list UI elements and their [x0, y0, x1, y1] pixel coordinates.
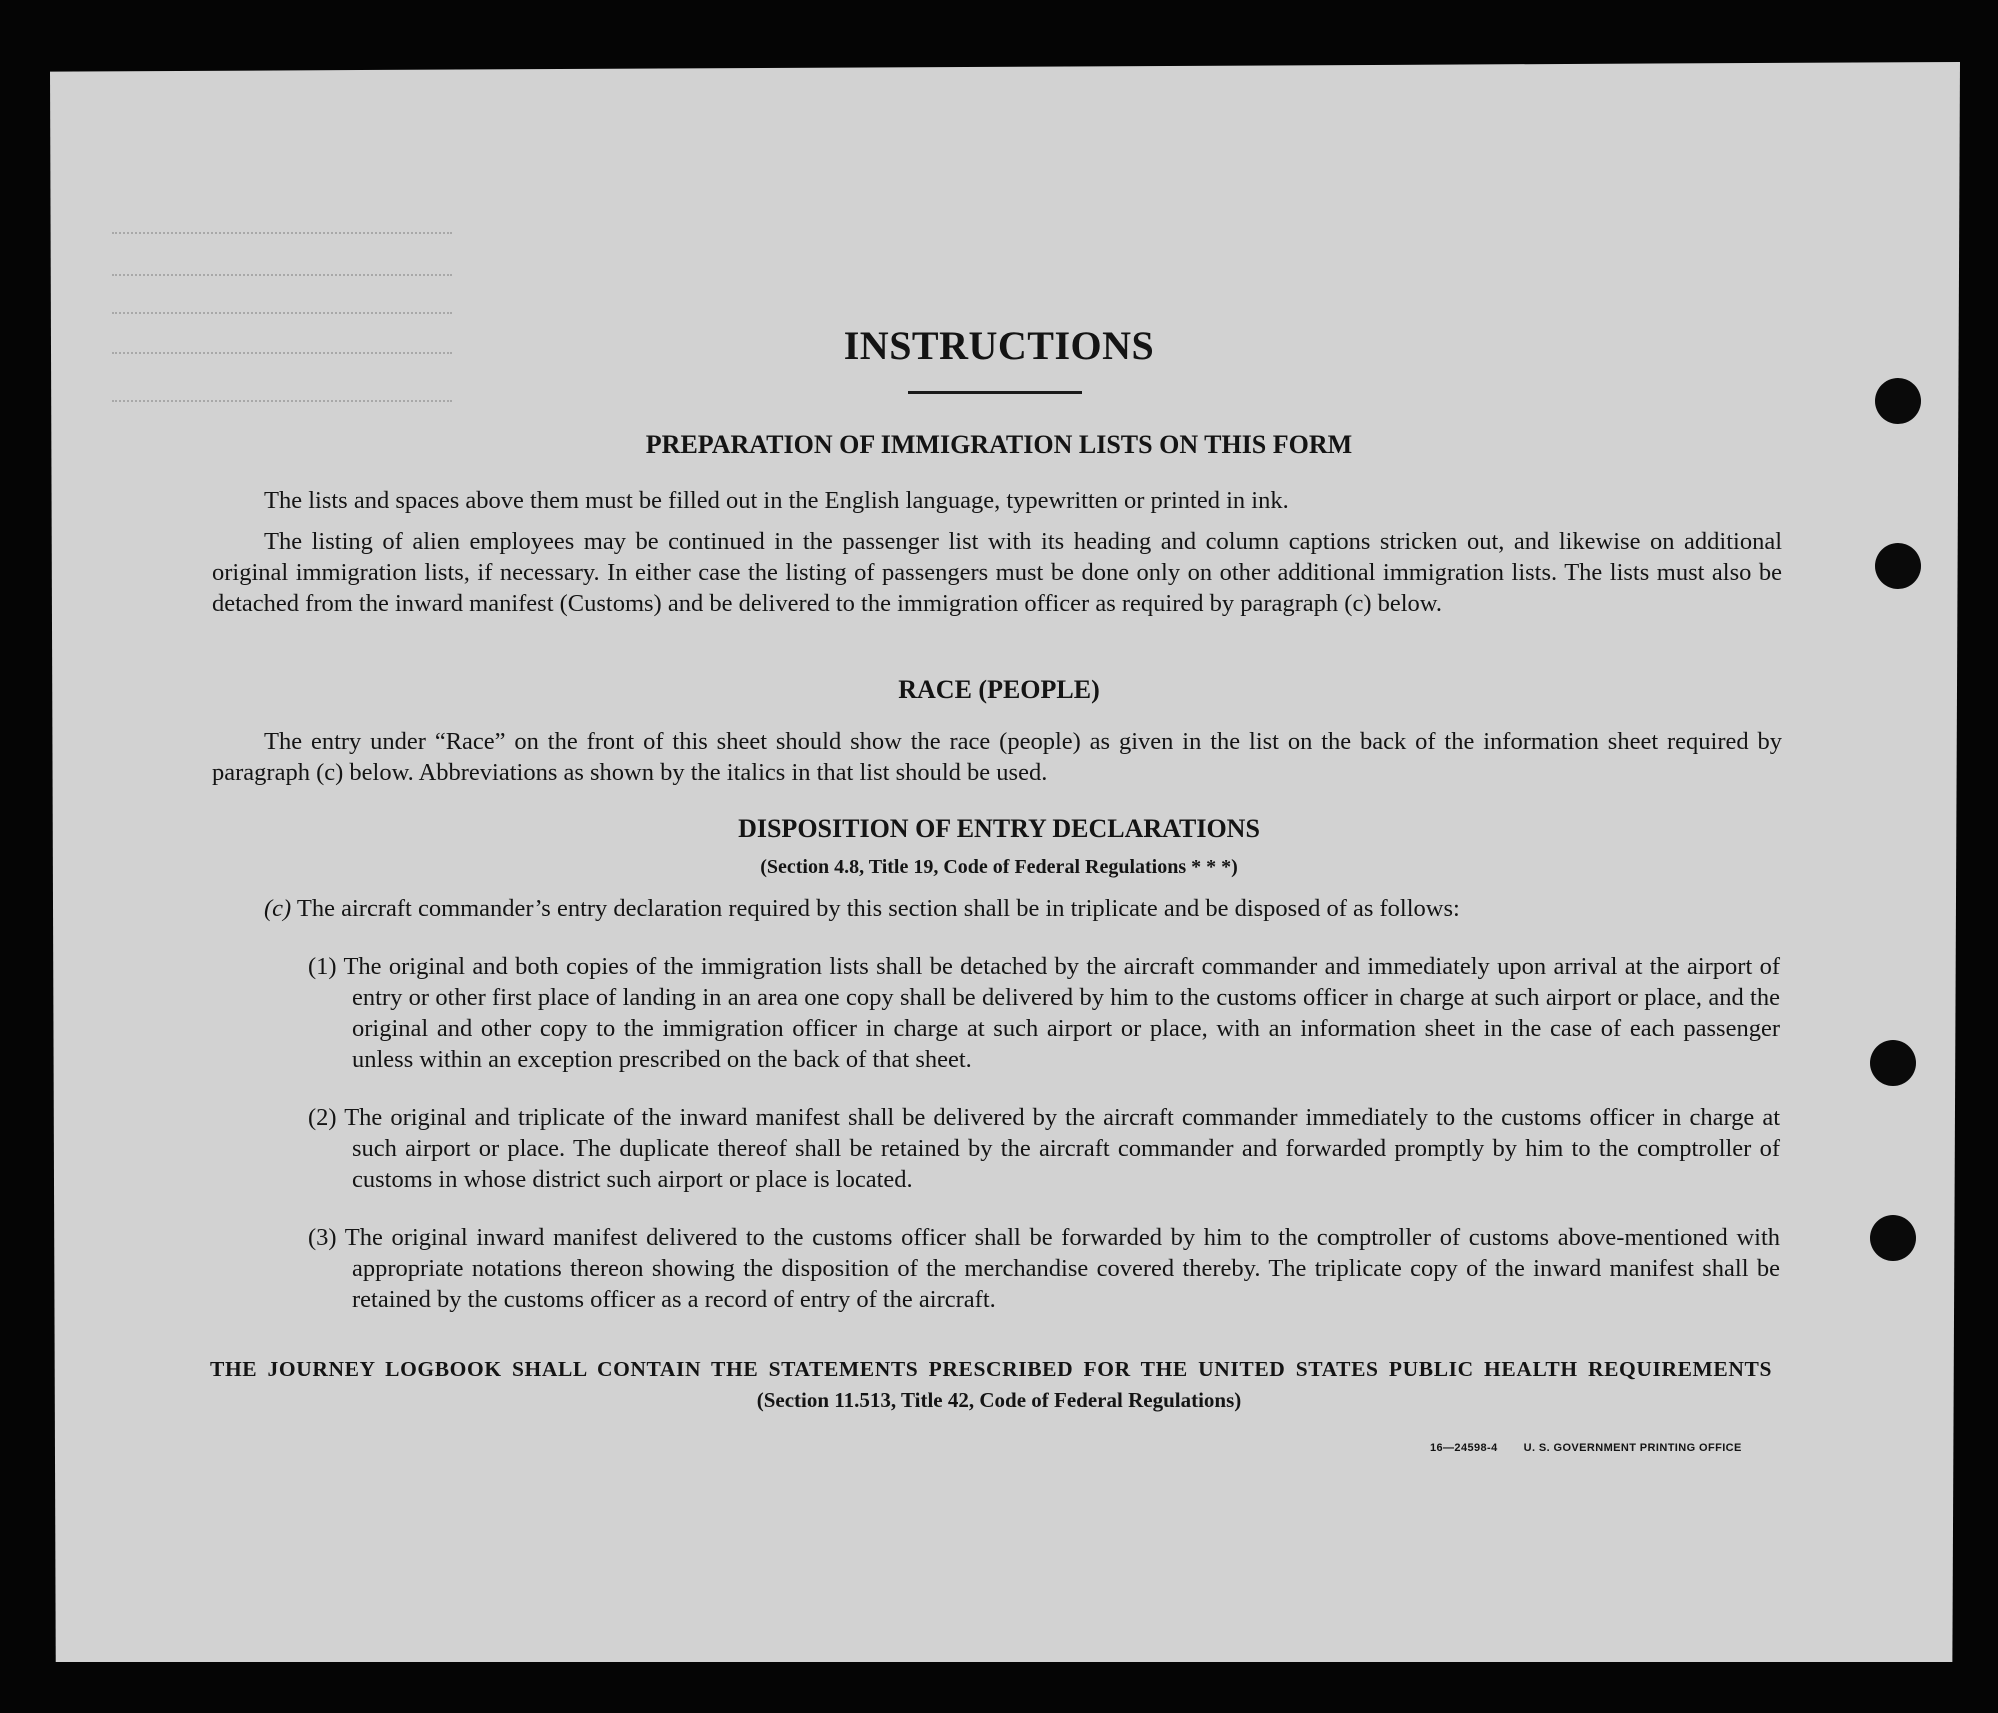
race-paragraph: The entry under “Race” on the front of this sheet should show the race (people) as given in the list on the back of the information sheet required by paragraph (c) below. Abbreviations as shown by the italics in that list should be used. [212, 728, 1782, 786]
punch-hole [1870, 1040, 1916, 1086]
page-title: INSTRUCTIONS [843, 323, 1155, 368]
disposition-item-1: (1) The original and both copies of the immigration lists shall be detached by the aircraft commander and immediately upon arrival at the airport of entry or other first place of landing in an area one copy shall be delivered by him to the customs officer in charge at such airport or place, and the original and other copy to the immigration officer in charge at such airport or place, with an information sheet in the case of each passenger unless within an exception prescribed on the back of that sheet. [308, 953, 1780, 1073]
disposition-item-2: (2) The original and triplicate of the inward manifest shall be delivered by the aircraft commander immediately to the customs officer in charge at such airport or place. The duplicate thereof shall be retained by the aircraft commander and forwarded promptly by him to the comptroller of customs in whose district such airport or place is located. [308, 1104, 1780, 1193]
preparation-heading: PREPARATION OF IMMIGRATION LISTS ON THIS FORM [645, 430, 1353, 459]
preparation-paragraph-2: The listing of alien employees may be continued in the passenger list with its heading and column captions stricken out, and likewise on additional original immigration lists, if necessary. In either case the listing of passengers must be done only on other additional immigration lists. The lists must also be detached from the inward manifest (Customs) and be delivered to the immigration officer as required by paragraph (c) below. [212, 528, 1782, 617]
race-heading: RACE (PEOPLE) [898, 675, 1100, 704]
punch-hole [1870, 1215, 1916, 1261]
disposition-heading: DISPOSITION OF ENTRY DECLARATIONS [738, 814, 1260, 843]
printer-name: U. S. GOVERNMENT PRINTING OFFICE [1523, 1442, 1742, 1454]
preparation-paragraph-1: The lists and spaces above them must be filled out in the English language, typewritten or printed in ink. [264, 487, 1289, 514]
punch-hole [1875, 378, 1921, 424]
bleed-through-dotted-line [112, 274, 452, 276]
punch-hole [1875, 543, 1921, 589]
printer-imprint [1430, 1442, 1742, 1454]
disposition-intro: (c) The aircraft commander’s entry declaration required by this section shall be in triplicate and be disposed of as follows: [264, 895, 1460, 922]
paragraph-label: (c) [264, 895, 292, 922]
public-health-statement: THE JOURNEY LOGBOOK SHALL CONTAIN THE STATEMENTS PRESCRIBED FOR THE UNITED STATES PUBLIC HEALTH REQUIREMENTS [210, 1357, 1772, 1381]
disposition-reference: (Section 4.8, Title 19, Code of Federal Regulations * * *) [760, 856, 1238, 878]
title-underline [908, 391, 1082, 394]
disposition-item-3: (3) The original inward manifest delivered to the customs officer shall be forwarded by him to the comptroller of customs above-mentioned with appropriate notations thereon showing the disposition of the merchandise covered thereby. The triplicate copy of the inward manifest shall be retained by the customs officer as a record of entry of the aircraft. [308, 1224, 1781, 1313]
bleed-through-dotted-line [112, 232, 452, 234]
form-number: 16—24598-4 [1430, 1442, 1498, 1454]
bleed-through-dotted-line [112, 400, 452, 402]
public-health-reference: (Section 11.513, Title 42, Code of Federal Regulations) [756, 1388, 1242, 1412]
bleed-through-dotted-line [112, 312, 452, 314]
